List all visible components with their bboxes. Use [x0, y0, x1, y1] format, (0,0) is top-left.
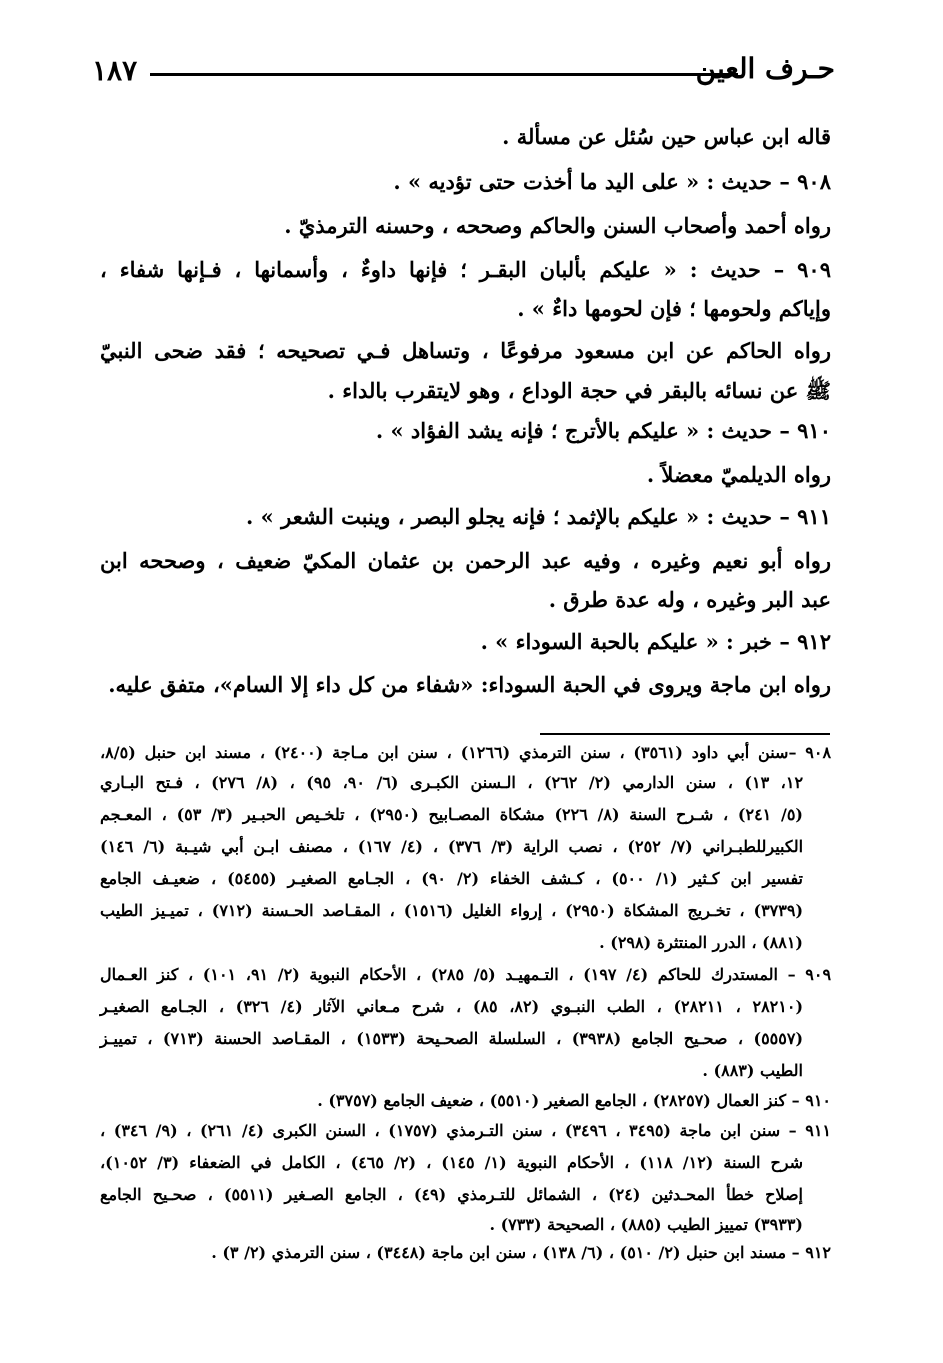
- footnote-line: ٩١٠ – كنز العمال (٢٨٢٥٧) ، الجامع الصغير (٥٥١٠) ، ضعيف الجامع (٣٧٥٧) .: [317, 1091, 831, 1110]
- footnote-line: (٣٧٣٩) ، تخـريج المشكاة (٢٩٥٠) ، إرواء الغليل (١٥١٦) ، المقـاصد الحـسنة (٧١٢) ، تميـيز الطيب: [100, 901, 804, 920]
- main-line: وإياكم ولحومها ؛ فإن لحومها داءٌ » .: [517, 296, 831, 321]
- hadith-line: ٩٠٩ – حديث : « عليكم بألبان البقـر ؛ فإنها داوءٌ ، وأسمانها ، فـإنها شفاء ،: [100, 257, 831, 282]
- main-line: رواه ابن ماجة ويروى في الحبة السوداء: «شفاء من كل داء إلا السام»، متفق عليه.: [108, 672, 831, 697]
- main-line: رواه الحاكم عن ابن مسعود مرفوعًا ، وتساهل فـي تصحيحه ؛ فقد ضحى النبيّ: [100, 338, 831, 363]
- footnote-separator: [540, 733, 830, 735]
- footnote-line: الطيب (٨٨٣) .: [702, 1061, 803, 1080]
- header-rule: [150, 73, 738, 76]
- footnote-line: شرح السنة (١٢/ ١١٨) ، الأحكام النبوية (١/ ١٤٥) ، (٢/ ٤٦٥) ، الكامل في الضعفاء (٣/ ١٠٥٢)،: [100, 1153, 804, 1172]
- footnote-line: ٩٠٩ – المستدرك للحاكم (٤/ ١٩٧) ، التـمهيـد (٥/ ٢٨٥) ، الأحكام النبوية (٢/ ٩١، ١٠١) ، كنز العـمال: [100, 965, 832, 984]
- page-number: ١٨٧: [92, 54, 138, 87]
- footnote-line: ٩٠٨ –سنن أبي داود (٣٥٦١) ، سنن الترمذي (١٢٦٦) ، سنن ابن مـاجة (٢٤٠٠) ، مسند ابن حنبل (٨/٥،: [100, 743, 832, 762]
- footnote-line: إصلاح خطأ المحـدثين (٢٤) ، الشمائل للتـرمذي (٤٩) ، الجامع الصـغير (٥٥١١) ، صحـيح الجامع: [100, 1185, 804, 1204]
- footnote-line: (٥/ ٢٤١) ، شـرح السنة (٨/ ٢٢٦) مشكاة المصـابيح (٢٩٥٠) ، تلخـيص الحبـير (٣/ ٥٣) ، المعـجم: [100, 805, 803, 824]
- main-line: رواه أبو نعيم وغيره ، وفيه عبد الرحمن بن عثمان المكيّ ضعيف ، وصححه ابن: [100, 548, 831, 573]
- footnote-line: (٨٨١) ، الدرر المنتثرة (٢٩٨) .: [599, 933, 803, 952]
- hadith-line: ٩٠٨ – حديث : « على اليد ما أخذت حتى تؤديه » .: [393, 169, 831, 194]
- hadith-line: ٩١٢ – خبر : « عليكم بالحبة السوداء » .: [480, 629, 831, 654]
- hadith-line: ٩١٠ – حديث : « عليكم بالأترج ؛ فإنه يشد الفؤاد » .: [375, 418, 831, 443]
- footnote-line: (٥٥٥٧) ، صحـيح الجامع (٣٩٣٨) ، السلسلة الصحـيحة (١٥٣٣) ، المقـاصد الحسنة (٧١٣) ، تمييـز: [100, 1029, 804, 1048]
- main-line: قاله ابن عباس حين سُئل عن مسألة .: [502, 124, 831, 149]
- main-line: رواه أحمد وأصحاب السنن والحاكم وصححه ، وحسنه الترمذيّ .: [284, 213, 831, 238]
- footnote-line: ٩١٢ – مسند ابن حنبل (٢/ ٥١٠) ، (٦/ ١٣٨) ، سنن ابن ماجة (٣٤٤٨) ، سنن الترمذي (٢/ ٣) .: [211, 1243, 831, 1262]
- footnote-line: تفسير ابن كـثير (١/ ٥٠٠) ، كـشف الخفاء (٢/ ٩٠) ، الجـامع الصغيـر (٥٤٥٥) ، ضعيـف الجامع: [100, 869, 804, 888]
- footnote-line: (٢٨٢١٠ ، ٢٨٢١١) ، الطب النبـوي (٨٢، ٨٥) ، شرح مـعاني الآثار (٤/ ٣٢٦) ، الجـامع الصغيـر: [100, 997, 804, 1016]
- main-line: ﷺ عن نسائه بالبقر في حجة الوداع ، وهو لايتقرب بالداء .: [327, 378, 831, 403]
- footnote-line: الكبيرللطبـراني (٧/ ٢٥٢) ، نصب الراية (٣/ ٣٧٦) ، (٤/ ١٦٧) ، مصنف ابـن أبي شيـبة (٦/ ١٤٦): [100, 837, 804, 856]
- chapter-title: حـرف العين: [695, 52, 835, 85]
- main-line: رواه الديلميّ معضلاً .: [646, 462, 831, 487]
- main-line: عبد البر وغيره ، وله عدة طرق .: [548, 587, 831, 612]
- footnote-line: (٣٩٣٣) تمييز الطيب (٨٨٥) ، الصحيحة (٧٣٣) .: [489, 1215, 803, 1234]
- footnote-line: ٩١١ – سنن ابن ماجة (٣٤٩٥ ، ٣٤٩٦) ، سنن التـرمذي (١٧٥٧) ، السنن الكبرى (٤/ ٢٦١) ، (٩/ ٣٤٦) ،: [100, 1121, 832, 1140]
- hadith-line: ٩١١ – حديث : « عليكم بالإثمد ؛ فإنه يجلو البصر ، وينبت الشعر » .: [246, 504, 831, 529]
- footnote-line: ١٢، ١٣) ، سنن الدارمي (٢/ ٢٦٢) ، الـسنن الكبـرى (٦/ ٩٠، ٩٥) ، (٨/ ٢٧٦) ، فـتح البـاري: [100, 773, 804, 792]
